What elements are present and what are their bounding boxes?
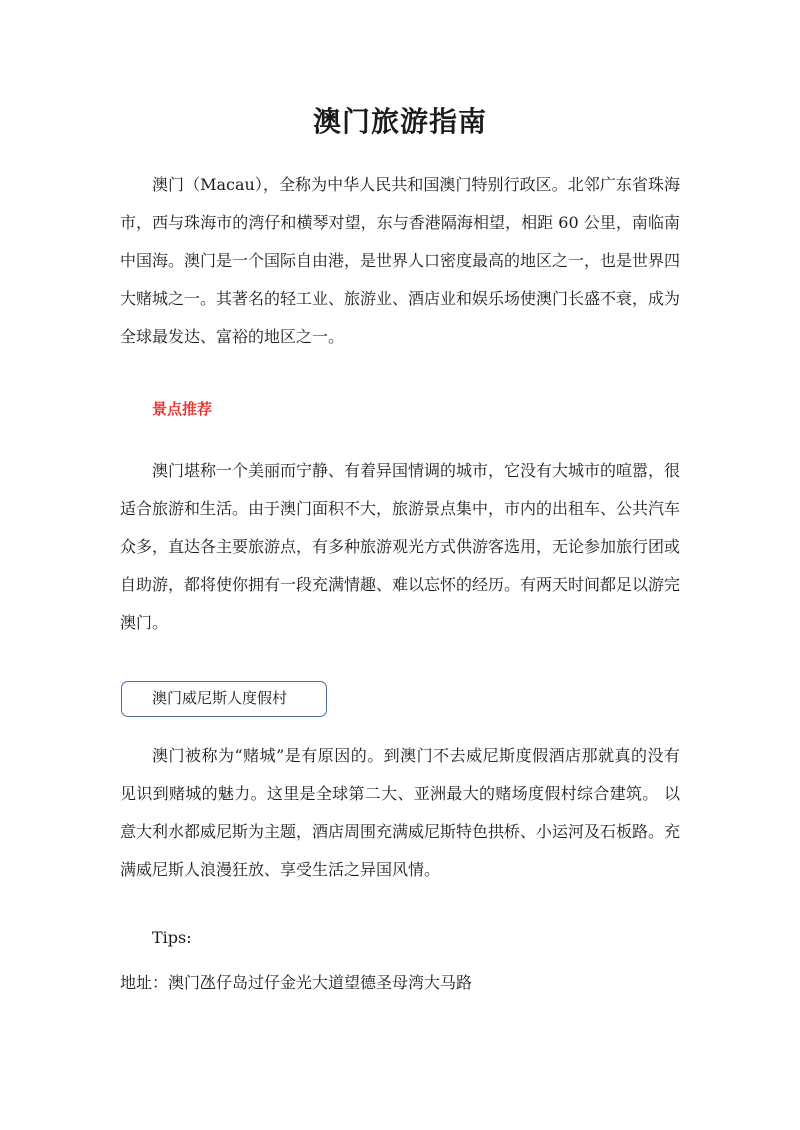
attractions-paragraph: 澳门堪称一个美丽而宁静、有着异国情调的城市，它没有大城市的喧嚣，很适合旅游和生活。由于澳门面积不大，旅游景点集中，市内的出租车、公共汽车众多，直达各主要旅游点，有多种旅游观光方式供游客选用，无论参加旅行团或自助游，都将使你拥有一段充满情趣、难以忘怀的经历。有两天时间都足以游完澳门。 [120,461,681,632]
attraction-description: 澳门被称为“赌城”是有原因的。到澳门不去威尼斯度假酒店那就真的没有见识到赌城的魅力。这里是全球第二大、亚洲最大的赌场度假村综合建筑。 以意大利水都威尼斯为主题，酒店周围充满威尼斯特色拱桥、小运河及石板路。充满威尼斯人浪漫狂放、享受生活之异国风情。 [120,746,681,879]
section-heading-attractions: 景点推荐 [152,400,213,418]
page-title: 澳门旅游指南 [312,105,487,138]
attraction-name-box: 澳门威尼斯人度假村 [121,681,327,717]
intro-paragraph: 澳门（Macau），全称为中华人民共和国澳门特别行政区。北邻广东省珠海市，西与珠海市的湾仔和横琴对望，东与香港隔海相望，相距 60 公里，南临南中国海。澳门是一个国际自由港，是世界人口密度最高的地区之一，也是世界四大赌城之一。其著名的轻工业、旅游业、酒店业和娱乐场使澳门长盛不衰，成为全球最发达、富裕的地区之一。 [120,175,681,346]
tips-label: Tips: [152,928,192,947]
attraction-address: 地址：澳门氹仔岛过仔金光大道望德圣母湾大马路 [120,973,473,992]
